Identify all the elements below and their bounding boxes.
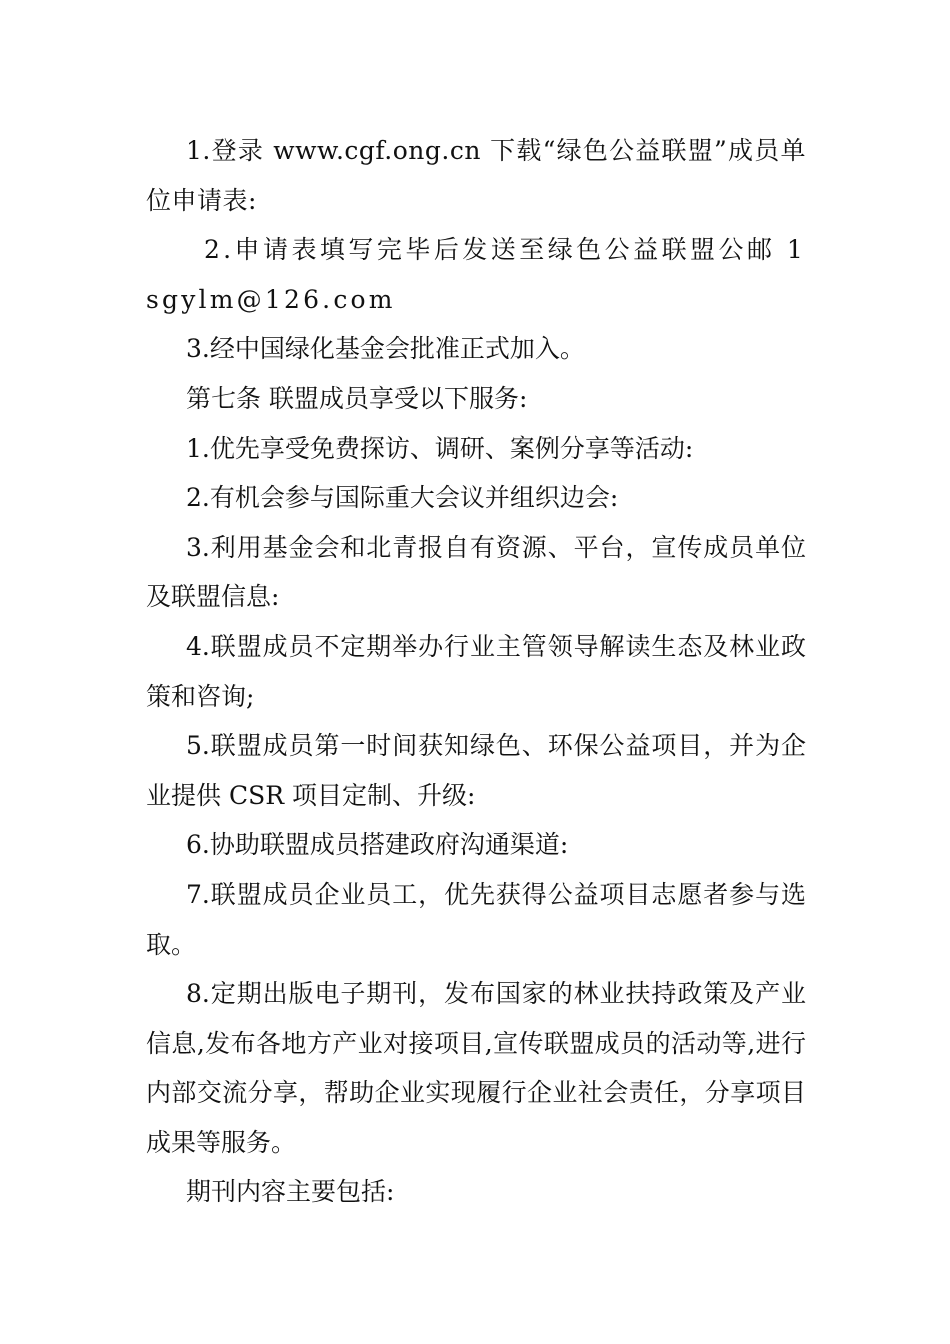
journal-contents-intro: 期刊内容主要包括:	[186, 1177, 395, 1207]
service-item-1: 1.优先享受免费探访、调研、案例分享等活动:	[186, 433, 694, 463]
paragraph-step-1-register: 1.登录 www.cgf.ong.cn 下载“绿色公益联盟”成员单位申请表:	[146, 136, 806, 215]
document-body	[146, 126, 806, 1217]
service-item-6: 6.协助联盟成员搭建政府沟通渠道:	[186, 830, 569, 860]
service-item-5: 5.联盟成员第一时间获知绿色、环保公益项目，并为企业提供 CSR 项目定制、升级:	[146, 731, 806, 810]
service-item-8: 8.定期出版电子期刊，发布国家的林业扶持政策及产业信息,发布各地方产业对接项目,宣传联盟成员的活动等,进行内部交流分享，帮助企业实现履行企业社会责任，分享项目成果等服务。	[146, 979, 806, 1157]
service-item-2: 2.有机会参与国际重大会议并组织边会:	[186, 483, 619, 513]
service-item-3: 3.利用基金会和北青报自有资源、平台，宣传成员单位及联盟信息:	[146, 532, 806, 612]
paragraph-step-3-approval: 3.经中国绿化基金会批准正式加入。	[186, 334, 585, 364]
article-7-heading: 第七条 联盟成员享受以下服务:	[186, 383, 528, 413]
service-item-7: 7.联盟成员企业员工，优先获得公益项目志愿者参与选取。	[146, 879, 806, 959]
service-item-4: 4.联盟成员不定期举办行业主管领导解读生态及林业政策和咨询;	[146, 631, 806, 711]
paragraph-step-2-submit: 2.申请表填写完毕后发送至绿色公益联盟公邮 1sgylm@126.com	[146, 235, 806, 314]
